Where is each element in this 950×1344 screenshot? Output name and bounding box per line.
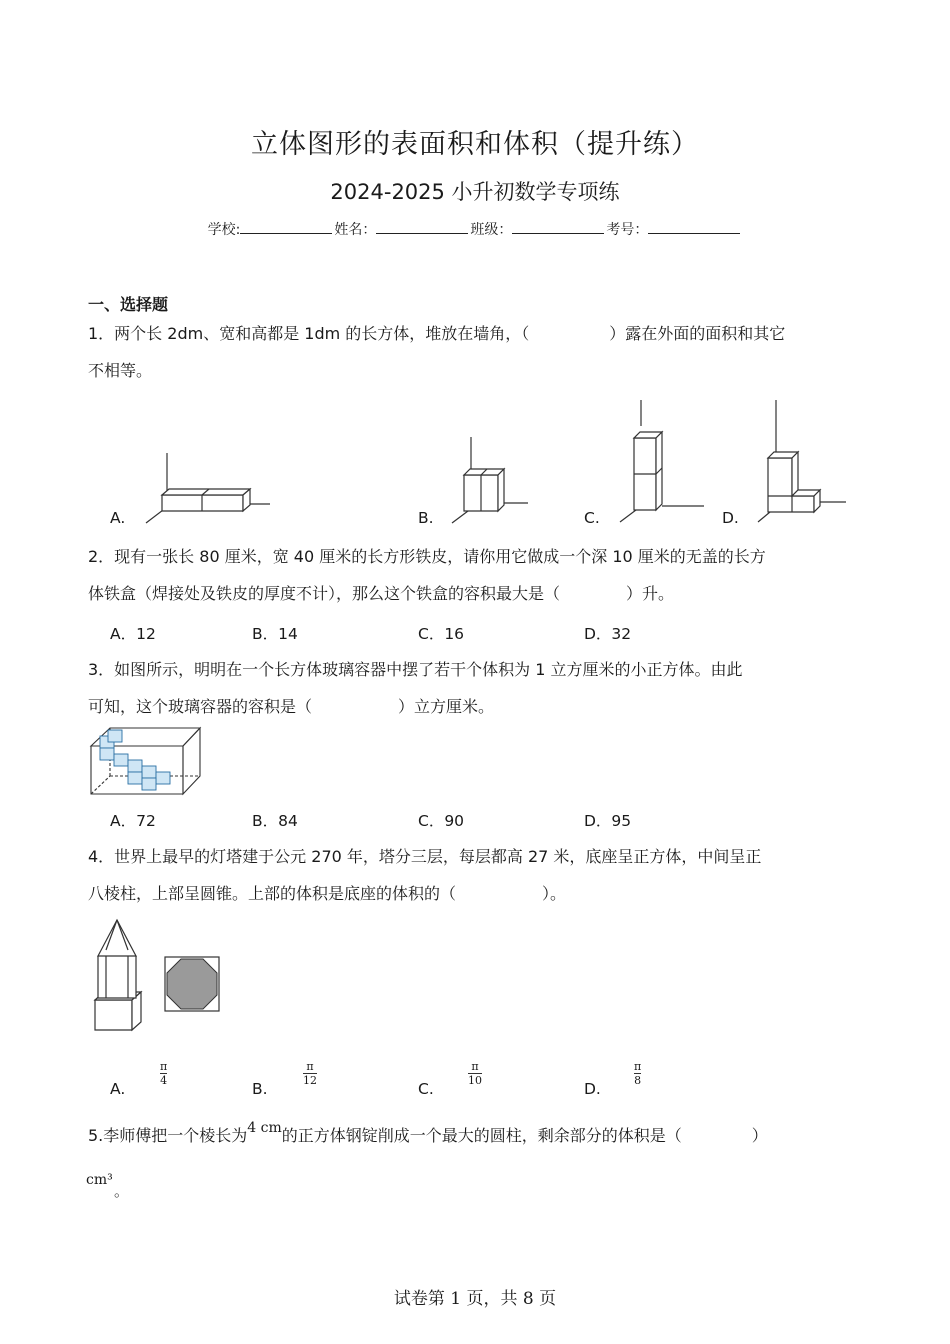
question-1-figure-b — [448, 435, 558, 530]
question-4-line-2b: ）。 — [542, 884, 567, 903]
question-5-part-a: 5.李师傅把一个棱长为 — [88, 1126, 248, 1145]
question-4-option-a-fraction: $\frac{\pi}{4}$ — [160, 1060, 168, 1087]
question-2-option-b[interactable]: B．14 — [252, 625, 298, 643]
question-5-part-b: 的正方体钢锭削成一个最大的圆柱，剩余部分的体积是（ — [281, 1126, 682, 1145]
school-label: 学校: — [207, 222, 241, 238]
question-4-option-b[interactable]: B. — [252, 1080, 268, 1098]
class-label: 班级： — [470, 222, 513, 238]
name-label: 姓名： — [334, 222, 377, 238]
question-1-option-b[interactable]: B. — [418, 509, 434, 527]
student-info-line — [0, 219, 950, 239]
question-3-line-2a: 可知，这个玻璃容器的容积是（ — [88, 697, 313, 716]
question-3-option-d[interactable]: D．95 — [584, 812, 632, 830]
exam-no-blank[interactable] — [648, 221, 740, 234]
question-1-option-d[interactable]: D. — [722, 509, 739, 527]
question-5-edge-length: 4 cm — [247, 1120, 282, 1136]
question-1-figure-c — [612, 398, 722, 530]
name-blank[interactable] — [376, 221, 468, 234]
question-1-figure-d — [750, 398, 860, 530]
question-4-option-c-fraction: $\frac{\pi}{10}$ — [468, 1060, 482, 1087]
question-4-option-a[interactable]: A. — [110, 1080, 126, 1098]
school-blank[interactable] — [240, 221, 332, 234]
question-2-line-1: 2．现有一张长 80 厘米，宽 40 厘米的长方形铁皮，请你用它做成一个深 10 厘米的无盖的长方 — [88, 547, 766, 566]
question-2-option-d[interactable]: D．32 — [584, 625, 632, 643]
question-3-glass-container-figure — [88, 724, 203, 800]
page-title: 立体图形的表面积和体积（提升练） — [251, 129, 699, 160]
question-4-line-1: 4．世界上最早的灯塔建于公元 270 年，塔分三层，每层都高 27 米，底座呈正方体，中间呈正 — [88, 847, 762, 866]
question-1-option-c[interactable]: C. — [584, 509, 600, 527]
question-2-option-c[interactable]: C．16 — [418, 625, 465, 643]
question-1-option-a[interactable]: A. — [110, 509, 126, 527]
page-subtitle: 2024-2025 小升初数学专项练 — [330, 180, 620, 204]
question-5-text — [88, 1120, 870, 1149]
question-2-line-2b: ）升。 — [626, 584, 675, 603]
question-4-option-b-fraction: $\frac{\pi}{12}$ — [303, 1060, 317, 1087]
question-1-text — [88, 315, 870, 389]
question-1-part-c: 不相等。 — [88, 361, 153, 380]
question-3-text — [88, 651, 870, 725]
question-1-figure-a — [140, 445, 280, 530]
question-2-text — [88, 538, 870, 612]
class-blank[interactable] — [512, 221, 604, 234]
question-2-line-2a: 体铁盒（焊接处及铁皮的厚度不计），那么这个铁盒的容积最大是（ — [88, 584, 561, 603]
section-title: 一、选择题 — [88, 295, 169, 314]
question-3-option-b[interactable]: B．84 — [252, 812, 298, 830]
question-3-option-c[interactable]: C．90 — [418, 812, 465, 830]
question-4-line-2a: 八棱柱，上部呈圆锥。上部的体积是底座的体积的（ — [88, 884, 457, 903]
question-1-part-a: 1．两个长 2dm、宽和高都是 1dm 的长方体，堆放在墙角，（ — [88, 324, 530, 343]
question-4-text — [88, 838, 870, 912]
question-3-line-1: 3．如图所示，明明在一个长方体玻璃容器中摆了若干个体积为 1 立方厘米的小正方体。由此 — [88, 660, 743, 679]
question-3-option-a[interactable]: A．72 — [110, 812, 156, 830]
question-2-option-a[interactable]: A．12 — [110, 625, 156, 643]
question-1-part-b: ）露在外面的面积和其它 — [609, 324, 786, 343]
lighthouse-figure — [90, 918, 150, 1034]
question-4-option-d[interactable]: D. — [584, 1080, 601, 1098]
question-5-part-c: ） — [751, 1126, 768, 1145]
octagon-top-view-figure — [163, 955, 221, 1013]
question-5-unit: cm³ — [86, 1172, 113, 1188]
question-4-option-d-fraction: $\frac{\pi}{8}$ — [634, 1060, 642, 1087]
question-3-line-2b: ）立方厘米。 — [398, 697, 495, 716]
page-footer: 试卷第 1 页，共 8 页 — [393, 1289, 557, 1309]
exam-no-label: 考号： — [606, 222, 649, 238]
question-4-option-c[interactable]: C. — [418, 1080, 434, 1098]
question-5-end-mark: 。 — [114, 1182, 130, 1200]
